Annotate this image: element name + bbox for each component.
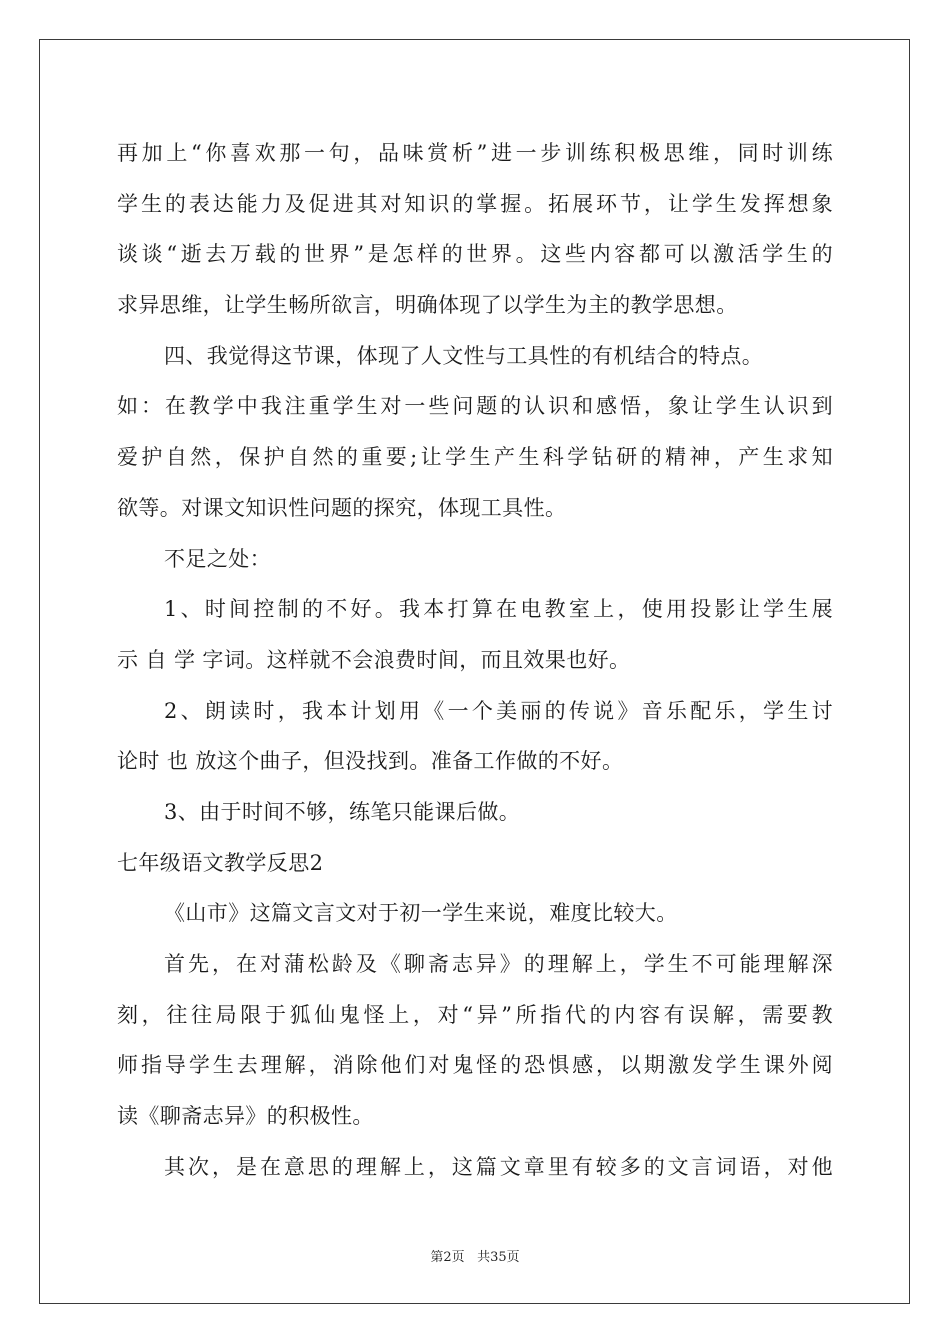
list-item: 2、朗读时，我本计划用《一个美丽的传说》音乐配乐，学生讨 — [164, 698, 833, 723]
paragraph-start: 首先，在对蒲松龄及《聊斋志异》的理解上，学生不可能理解深 — [164, 952, 833, 976]
text-line: 如：在教学中我注重学生对一些问题的认识和感悟，象让学生认识到 — [117, 394, 833, 419]
text-line: 读《聊斋志异》的积极性。 — [117, 1104, 374, 1129]
text-line: 学生的表达能力及促进其对知识的掌握。拓展环节，让学生发挥想象 — [117, 191, 833, 216]
paragraph-start: 其次，是在意思的理解上，这篇文章里有较多的文言词语，对他 — [164, 1154, 833, 1179]
page-number: 第2页 — [430, 1250, 465, 1265]
text-line: 刻，往往局限于狐仙鬼怪上，对“异”所指代的内容有误解，需要教 — [117, 1002, 833, 1027]
list-item: 1、时间控制的不好。我本打算在电教室上，使用投影让学生展 — [164, 597, 833, 622]
page-footer — [0, 1246, 950, 1265]
article-title: 七年级语文教学反思2 — [117, 850, 324, 875]
paragraph-start: 四、我觉得这节课，体现了人文性与工具性的有机结合的特点。 — [164, 343, 764, 368]
list-item: 3、由于时间不够，练笔只能课后做。 — [164, 799, 521, 824]
text-line: 爱护自然，保护自然的重要;让学生产生科学钻研的精神，产生求知 — [117, 445, 833, 470]
paragraph-start: 《山市》这篇文言文对于初一学生来说，难度比较大。 — [164, 901, 678, 926]
total-pages: 共35页 — [477, 1250, 520, 1265]
text-line: 师指导学生去理解，消除他们对鬼怪的恐惧感，以期激发学生课外阅 — [117, 1053, 833, 1078]
text-line: 论时 也 放这个曲子，但没找到。准备工作做的不好。 — [117, 749, 624, 774]
text-line: 谈谈“逝去万载的世界”是怎样的世界。这些内容都可以激活学生的 — [117, 242, 833, 267]
document-body — [117, 128, 833, 1192]
text-line: 欲等。对课文知识性问题的探究，体现工具性。 — [117, 495, 567, 520]
text-line: 求异思维，让学生畅所欲言，明确体现了以学生为主的教学思想。 — [117, 293, 738, 318]
text-line: 示 自 学 字词。这样就不会浪费时间，而且效果也好。 — [117, 647, 631, 672]
text-line: 再加上“你喜欢那一句，品味赏析”进一步训练积极思维，同时训练 — [117, 141, 833, 165]
section-heading: 不足之处： — [164, 546, 271, 571]
